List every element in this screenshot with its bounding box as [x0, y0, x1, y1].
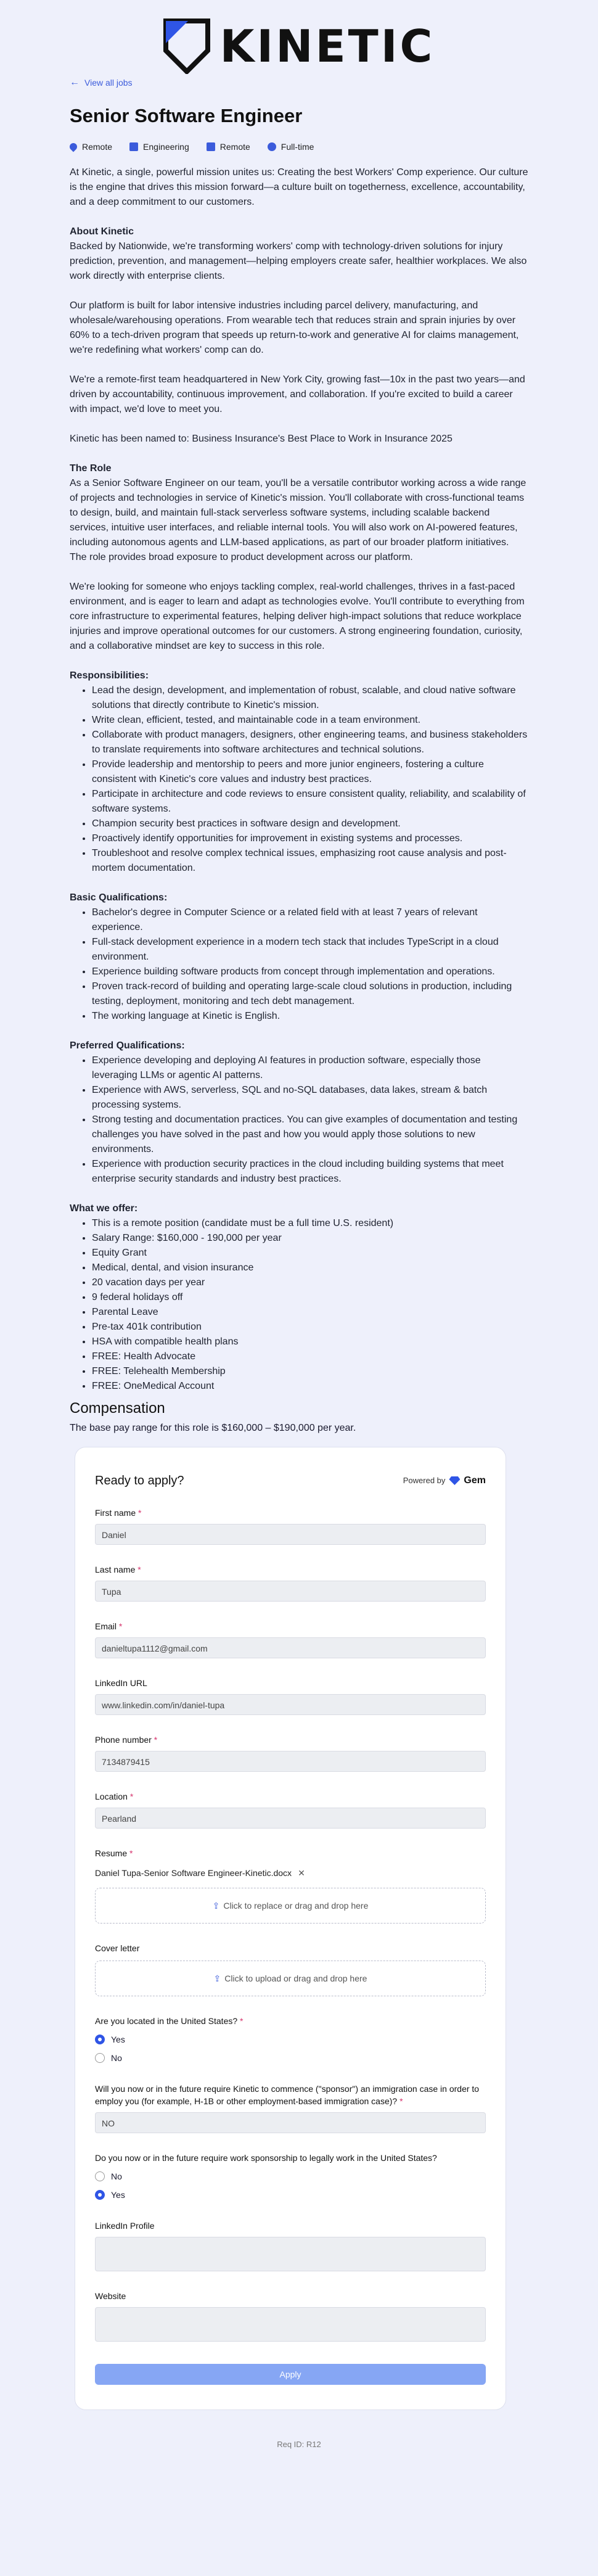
meta-location [70, 139, 112, 154]
list-item: • Participate in architecture and code reviews to ensure consistent quality, reliability, and scalability of software systems. [92, 787, 528, 817]
job-meta [70, 139, 528, 154]
apply-button[interactable]: Apply [95, 2364, 486, 2385]
visa-field [95, 2152, 486, 2201]
meta-type [268, 139, 314, 154]
about-paragraph-3: We're a remote-first team headquartered in New York City, growing fast—10x in the past two years—and driven by accountability, continuous improvement, and collaboration. If you're excited to build a career with impact, we'd love to meet you. [70, 374, 525, 414]
radio-selected-icon[interactable] [95, 2035, 105, 2044]
required-mark: * [154, 1735, 158, 1745]
first-name-input[interactable]: Daniel [95, 1524, 486, 1545]
resume-file-name: Daniel Tupa-Senior Software Engineer-Kinetic.docx [95, 1868, 292, 1878]
basic-qualifications-list [92, 905, 528, 1024]
gem-logo-icon [449, 1476, 460, 1485]
compensation-heading: Compensation [70, 1400, 165, 1417]
radio-icon[interactable] [95, 2171, 105, 2181]
email-field [95, 1620, 486, 1658]
us-location-field [95, 2015, 486, 2064]
about-paragraph-4: Kinetic has been named to: Business Insurance's Best Place to Work in Insurance 2025 [70, 434, 453, 444]
form-header [95, 1473, 486, 1488]
radio-selected-icon[interactable] [95, 2190, 105, 2200]
cover-dropzone-label: Click to upload or drag and drop here [224, 1973, 367, 1983]
about-paragraph-1: Backed by Nationwide, we're transforming workers' comp with technology-driven solutions for injury prediction, prevention, and management—helping employers create safer, healthier workplaces. We also work directly with enterprise clients. [70, 241, 527, 281]
role-paragraph-2: We're looking for someone who enjoys tackling complex, real-world challenges, thrives in a fast-paced environment, and is eager to learn and adapt as technologies evolve. You'll contribute to everything from core infrastructure to experimental features, helping deliver high-impact solutions that reduce workplace injuries and improve operational outcomes for our customers. A strong engineering foundation, curiosity, and a collaborative mindset are key to success in this role. [70, 582, 525, 651]
location-label [95, 1790, 486, 1803]
sponsorship-input[interactable]: NO [95, 2112, 486, 2133]
last-name-label-text: Last name [95, 1565, 136, 1574]
list-item: • 9 federal holidays off [92, 1290, 528, 1305]
list-item: • Collaborate with product managers, designers, other engineering teams, and business stakeholders to translate requirements into software architectures and technical solutions. [92, 728, 528, 757]
location-label-text: Location [95, 1792, 128, 1801]
req-id: Req ID: R12 [277, 2440, 321, 2449]
meta-department-label: Engineering [143, 142, 189, 152]
first-name-field [95, 1507, 486, 1545]
required-mark: * [118, 1621, 123, 1631]
email-label-text: Email [95, 1621, 117, 1631]
powered-by [403, 1473, 486, 1488]
building-icon [207, 142, 215, 151]
required-mark: * [138, 1508, 142, 1518]
preferred-qualifications-heading: Preferred Qualifications: [70, 1040, 185, 1051]
visa-question: Do you now or in the future require work sponsorship to legally work in the United States? [95, 2153, 437, 2163]
first-name-label [95, 1507, 486, 1519]
linkedin-profile-field [95, 2220, 486, 2271]
list-item: • Experience developing and deploying AI features in production software, especially those leveraging LLMs or agentic AI patterns. [92, 1053, 528, 1083]
location-input[interactable]: Pearland [95, 1808, 486, 1829]
last-name-field [95, 1563, 486, 1602]
list-item: • Troubleshoot and resolve complex technical issues, emphasizing root cause analysis and post-mortem documentation. [92, 846, 528, 876]
list-item: • This is a remote position (candidate must be a full time U.S. resident) [92, 1216, 528, 1231]
role-paragraph-1: As a Senior Software Engineer on our team, you'll be a versatile contributor working across a wide range of projects and technologies in service of Kinetic's mission. You'll collaborate with cross-functional teams to design, build, and maintain full-stack serverless software systems, including scalable backend services, intuitive user interfaces, and reliable internal tools. You will also work on AI-powered features, including autonomous agents and LLM-based applications, as part of our broader platform initiatives. The role provides broad exposure to product development across our platform. [70, 478, 526, 562]
briefcase-icon [129, 142, 138, 151]
website-input[interactable] [95, 2307, 486, 2342]
cover-letter-dropzone[interactable] [95, 1961, 486, 1996]
list-item: • Proven track-record of building and operating large-scale cloud solutions in production, including testing, deployment, monitoring and tech debt management. [92, 979, 528, 1009]
basic-qualifications-heading: Basic Qualifications: [70, 892, 168, 903]
list-item: • Champion security best practices in software design and development. [92, 817, 528, 831]
list-item: • Lead the design, development, and implementation of robust, scalable, and cloud native software solutions that directly contribute to Kinetic's mission. [92, 683, 528, 713]
us-location-question [95, 2015, 486, 2027]
website-label: Website [95, 2291, 126, 2301]
us-question-text: Are you located in the United States? [95, 2016, 238, 2026]
last-name-label [95, 1563, 486, 1576]
list-item: • Bachelor's degree in Computer Science or a related field with at least 7 years of relevant experience. [92, 905, 528, 935]
form-heading: Ready to apply? [95, 1474, 184, 1488]
us-no-label: No [111, 2053, 122, 2063]
phone-field [95, 1734, 486, 1772]
first-name-label-text: First name [95, 1508, 136, 1518]
linkedin-url-input[interactable]: www.linkedin.com/in/daniel-tupa [95, 1694, 486, 1715]
list-item: • HSA with compatible health plans [92, 1335, 528, 1349]
list-item: • Parental Leave [92, 1305, 528, 1320]
visa-no-label: No [111, 2171, 122, 2181]
list-item: • Medical, dental, and vision insurance [92, 1261, 528, 1275]
responsibilities-heading: Responsibilities: [70, 670, 149, 681]
us-yes-option[interactable] [95, 2033, 486, 2046]
compensation-text: The base pay range for this role is $160,000 – $190,000 per year. [70, 1423, 356, 1433]
list-item: • FREE: Telehealth Membership [92, 1364, 528, 1379]
list-item: • Provide leadership and mentorship to peers and more junior engineers, fostering a culture consistent with Kinetic's core values and industry best practices. [92, 757, 528, 787]
list-item: • FREE: OneMedical Account [92, 1379, 528, 1394]
visa-yes-option[interactable] [95, 2189, 486, 2201]
meta-type-label: Full-time [281, 142, 314, 152]
cover-letter-label: Cover letter [95, 1943, 140, 1953]
list-item: • Salary Range: $160,000 - 190,000 per year [92, 1231, 528, 1246]
role-heading: The Role [70, 463, 112, 474]
brand-name: KINETIC [219, 20, 435, 72]
list-item: • Experience with production security practices in the cloud including building systems that meet enterprise security standards and industry best practices. [92, 1157, 528, 1187]
kinetic-logo-icon [163, 19, 210, 74]
list-item: • Full-stack development experience in a modern tech stack that includes TypeScript in a cloud environment. [92, 935, 528, 965]
meta-department [129, 139, 189, 154]
resume-dropzone[interactable] [95, 1888, 486, 1924]
website-field [95, 2290, 486, 2342]
required-mark: * [240, 2016, 244, 2026]
list-item: • Write clean, efficient, tested, and maintainable code in a team environment. [92, 713, 528, 728]
offer-list [92, 1216, 528, 1394]
page [70, 0, 528, 2452]
list-item: • Experience building software products from concept through implementation and operations. [92, 965, 528, 979]
arrow-left-icon: ← [70, 77, 80, 88]
sponsorship-question [95, 2083, 486, 2107]
required-mark: * [129, 1792, 134, 1801]
upload-icon: ⇪ [213, 1973, 221, 1983]
required-mark: * [129, 1848, 133, 1858]
phone-input[interactable]: 7134879415 [95, 1751, 486, 1772]
upload-icon: ⇪ [212, 1901, 220, 1911]
linkedin-profile-label: LinkedIn Profile [95, 2221, 155, 2231]
visa-yes-label: Yes [111, 2190, 125, 2200]
powered-by-label: Powered by [403, 1476, 446, 1485]
about-paragraph-2: Our platform is built for labor intensive industries including parcel delivery, manufacturing, and wholesale/warehousing operations. From wearable tech that reduces strain and sprain injuries by over 60% to a tech-driven program that speeds up return-to-work and generative AI for claims management, we're redefining what workers' comp can do. [70, 300, 519, 355]
job-description [70, 165, 528, 1394]
linkedin-url-field [95, 1677, 486, 1715]
remove-file-icon[interactable]: ✕ [298, 1868, 305, 1878]
meta-workplace-label: Remote [219, 142, 250, 152]
radio-icon[interactable] [95, 2053, 105, 2063]
list-item: • Strong testing and documentation practices. You can give examples of documentation and testing challenges you have solved in the past and how you would apply those solutions to new environments. [92, 1113, 528, 1157]
email-input[interactable]: danieltupa1112@gmail.com [95, 1637, 486, 1658]
preferred-qualifications-list [92, 1053, 528, 1187]
list-item: • Equity Grant [92, 1246, 528, 1261]
meta-workplace [207, 139, 250, 154]
brand-header [70, 0, 528, 75]
list-item: • Pre-tax 401k contribution [92, 1320, 528, 1335]
required-mark: * [137, 1565, 141, 1574]
cover-letter-field [95, 1942, 486, 1996]
phone-label [95, 1734, 486, 1746]
meta-location-label: Remote [82, 142, 113, 152]
location-pin-icon [68, 142, 79, 152]
sponsor-question-text: Will you now or in the future require Kinetic to commence ("sponsor") an immigration case in order to employ you (for example, H-1B or other employment-based immigration case)? [95, 2084, 480, 2106]
list-item: • The working language at Kinetic is English. [92, 1009, 528, 1024]
sponsorship-field [95, 2083, 486, 2133]
visa-no-option[interactable] [95, 2170, 486, 2183]
list-item: • FREE: Health Advocate [92, 1349, 528, 1364]
email-label [95, 1620, 486, 1632]
resume-dropzone-label: Click to replace or drag and drop here [223, 1901, 369, 1911]
resume-label-text: Resume [95, 1848, 128, 1858]
us-yes-label: Yes [111, 2035, 125, 2044]
back-to-jobs-link[interactable] [70, 75, 528, 90]
last-name-input[interactable]: Tupa [95, 1581, 486, 1602]
about-heading: About Kinetic [70, 226, 134, 237]
phone-label-text: Phone number [95, 1735, 152, 1745]
gem-brand: Gem [464, 1475, 486, 1486]
back-link-label: View all jobs [84, 78, 133, 88]
resume-field [95, 1847, 486, 1924]
list-item: • 20 vacation days per year [92, 1275, 528, 1290]
us-no-option[interactable] [95, 2052, 486, 2064]
offer-heading: What we offer: [70, 1203, 138, 1214]
job-title: Senior Software Engineer [70, 105, 303, 126]
intro-paragraph: At Kinetic, a single, powerful mission unites us: Creating the best Workers' Comp experience. Our culture is the engine that drives this mission forward—a culture built on togetherness, excellence, accountability, and a deep commitment to our customers. [70, 167, 528, 207]
list-item: • Proactively identify opportunities for improvement in existing systems and processes. [92, 831, 528, 846]
clock-icon [268, 142, 276, 151]
application-form [75, 1447, 506, 2410]
responsibilities-list [92, 683, 528, 876]
linkedin-profile-input[interactable] [95, 2237, 486, 2271]
resume-file [95, 1864, 486, 1882]
required-mark: * [399, 2096, 403, 2106]
linkedin-url-label: LinkedIn URL [95, 1678, 147, 1688]
location-field [95, 1790, 486, 1829]
resume-label [95, 1847, 486, 1859]
list-item: • Experience with AWS, serverless, SQL and no-SQL databases, data lakes, stream & batch processing systems. [92, 1083, 528, 1113]
